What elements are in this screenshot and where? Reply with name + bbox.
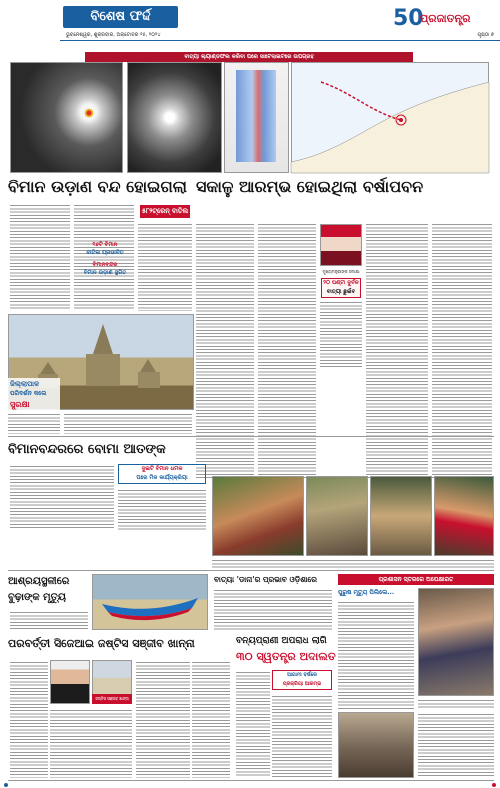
temple-label-line2: ପରିଦର୍ଶନ କଲେ bbox=[10, 390, 47, 397]
body-wildlife-col2 bbox=[418, 712, 494, 778]
paper-name: ପ୍ରଜାତନ୍ତ୍ର bbox=[420, 12, 471, 25]
body-flights-col2 bbox=[74, 203, 134, 311]
airport-sub-line1: ଦୁଇଟି ବିମାନ ଧମକ bbox=[141, 466, 183, 472]
trains-cancelled-label: ୫୮୨ଟ୍ରେନ୍ ବାତିଲ bbox=[141, 207, 189, 215]
flights-box3-line1: ବିମାନବନ୍ଦର bbox=[92, 262, 118, 268]
headline-wildlife: ପୁରୁଷ ମୃତ୍ୟୁ ପିଲିଲେ... bbox=[338, 589, 395, 596]
body-courts-col1 bbox=[236, 670, 270, 778]
body-cji-col4 bbox=[192, 660, 230, 778]
section-title: ବିଶେଷ ଫର୍ଦ୍ଦ bbox=[90, 9, 151, 24]
body-electrocution bbox=[10, 610, 88, 630]
body-flights-col1 bbox=[10, 203, 70, 311]
flights-box2-line2: ବାତିଲ ପ୍ରଭାବିତ bbox=[86, 250, 124, 256]
body-cyclone-impact bbox=[214, 588, 332, 630]
village-photo bbox=[338, 712, 414, 778]
body-cji-col2 bbox=[50, 708, 132, 778]
body-cji-col1 bbox=[10, 660, 48, 778]
body-rescue-caption bbox=[418, 698, 494, 710]
body-monsoon-col3 bbox=[366, 222, 428, 478]
headline-courts-line2: ୩୦ ସ୍ୱତନ୍ତ୍ର ଅଦାଲତ bbox=[236, 650, 336, 663]
registration-mark-right bbox=[492, 783, 496, 787]
satellite-image-left bbox=[10, 62, 123, 173]
official-caption: ମୁଖ୍ୟମନ୍ତ୍ରୀଙ୍କ ସମୀକ୍ଷା bbox=[322, 269, 360, 274]
body-wildlife-col1 bbox=[338, 600, 414, 710]
headline-courts-line1: ବନ୍ୟପ୍ରାଣୀ ଅପରାଧ ଲାଗି bbox=[236, 636, 327, 646]
temple-label-line3: ସୁରକ୍ଷା bbox=[10, 400, 30, 409]
headline-cyclone-impact: ବାତ୍ୟା 'ଡାନା'ର ପ୍ରଭାବ ଓଡ଼ିଶାରେ bbox=[214, 575, 317, 584]
people-photo-2 bbox=[306, 476, 368, 556]
radar-band-blue bbox=[236, 70, 276, 162]
track-map-drawing bbox=[291, 62, 489, 173]
divider-1 bbox=[8, 436, 494, 437]
people-photo-3 bbox=[370, 476, 432, 556]
divider-2 bbox=[8, 570, 494, 571]
headline-monsoon: ସକାଳୁ ଆରମ୍ଭ ହୋଇଥିଲା ବର୍ଷାପବନ bbox=[196, 177, 424, 196]
satellite-image-middle bbox=[127, 62, 222, 173]
headline-relief: ପ୍ରଶାସନ ସ୍ତରରେ ଅପେକ୍ଷାରତ bbox=[378, 576, 454, 583]
body-courts-col2 bbox=[272, 694, 332, 778]
cji-photo-caption: ଜଷ୍ଟିସ ସଞ୍ଜୀବ ଖାନ୍ନା bbox=[95, 696, 129, 701]
satellite-caption: ବାତ୍ୟା ଲ୍ୟାଣ୍ଡଫଲ କରିବା ପରେ ସାଟେଲାଇଟରେ ଉପଗ୍ରହ bbox=[184, 54, 314, 60]
body-cji-col3 bbox=[136, 660, 190, 778]
flights-box2-line1: ୧୬ଟି ବିମାନ bbox=[92, 242, 118, 248]
body-photo-caption bbox=[212, 558, 494, 568]
people-photo-1 bbox=[212, 476, 304, 556]
body-temple bbox=[64, 412, 192, 434]
masthead bbox=[0, 0, 500, 48]
footer-rule bbox=[8, 780, 494, 781]
body-monsoon-side bbox=[320, 300, 362, 368]
registration-mark-left bbox=[4, 783, 8, 787]
headline-cji: ପରବର୍ତ୍ତୀ ସିଜେଆଇ ଜଷ୍ଟିସ ସଞ୍ଜୀବ ଖାନ୍ନା bbox=[8, 637, 195, 650]
temple-label-line1: ଜିଲ୍ଲାପାଳ bbox=[10, 380, 40, 388]
headline-flights: ବିମାନ ଉଡ଼ାଣ ବନ୍ଦ ହୋଇଗଲା bbox=[8, 177, 187, 196]
body-monsoon-col2 bbox=[258, 222, 316, 478]
duration-box-line2: ବାତ୍ୟା ଛୁଇଁବ bbox=[326, 289, 356, 295]
cyclone-eye-icon bbox=[84, 108, 94, 118]
headline-electrocution: ଆଶ୍ରୟସ୍ଥଳୀରେ ବୁଢ଼ାଙ୍କ ମୃତ୍ୟୁ bbox=[8, 576, 70, 603]
page-number: ପୃଷ୍ଠା ୭ bbox=[477, 32, 494, 38]
boat-drawing bbox=[92, 574, 208, 630]
cji-portrait bbox=[50, 660, 90, 704]
rescue-photo bbox=[418, 588, 494, 696]
body-temple-caption bbox=[8, 412, 60, 434]
body-airport-col2 bbox=[118, 488, 206, 530]
dateline: ଭୁବନେଶ୍ୱର, ଶୁକ୍ରବାର, ଅକ୍ଟୋବର ୨୫, ୨୦୨୪ bbox=[66, 32, 161, 38]
body-monsoon-col4 bbox=[432, 222, 492, 478]
people-photo-4 bbox=[434, 476, 494, 556]
logo-number: 50 bbox=[393, 6, 424, 31]
masthead-rule bbox=[60, 40, 500, 41]
courts-box-line2: ପ୍ରକ୍ରିୟା ଆରମ୍ଭ bbox=[282, 681, 322, 687]
airport-sub-line2: ପରେ ମିଳ କାର୍ଯ୍ୟକ୍ରିୟା bbox=[136, 475, 188, 481]
body-airport-col1 bbox=[10, 464, 114, 530]
flights-box3-line2: ବିମାନ ଉଡ଼ାଣ ସ୍ଥଗିତ bbox=[83, 270, 127, 276]
duration-box-line1: ୨୦ ଘଣ୍ଟା ଦୁର୍ବଳ bbox=[323, 280, 359, 286]
body-flights-col3 bbox=[138, 222, 192, 311]
courts-box-line1: ଆଗାମୀ ବର୍ଷରେ bbox=[287, 672, 317, 678]
official-portrait bbox=[320, 224, 362, 266]
headline-airport: ବିମାନବନ୍ଦରରେ ବୋମା ଆତଙ୍କ bbox=[8, 442, 166, 457]
